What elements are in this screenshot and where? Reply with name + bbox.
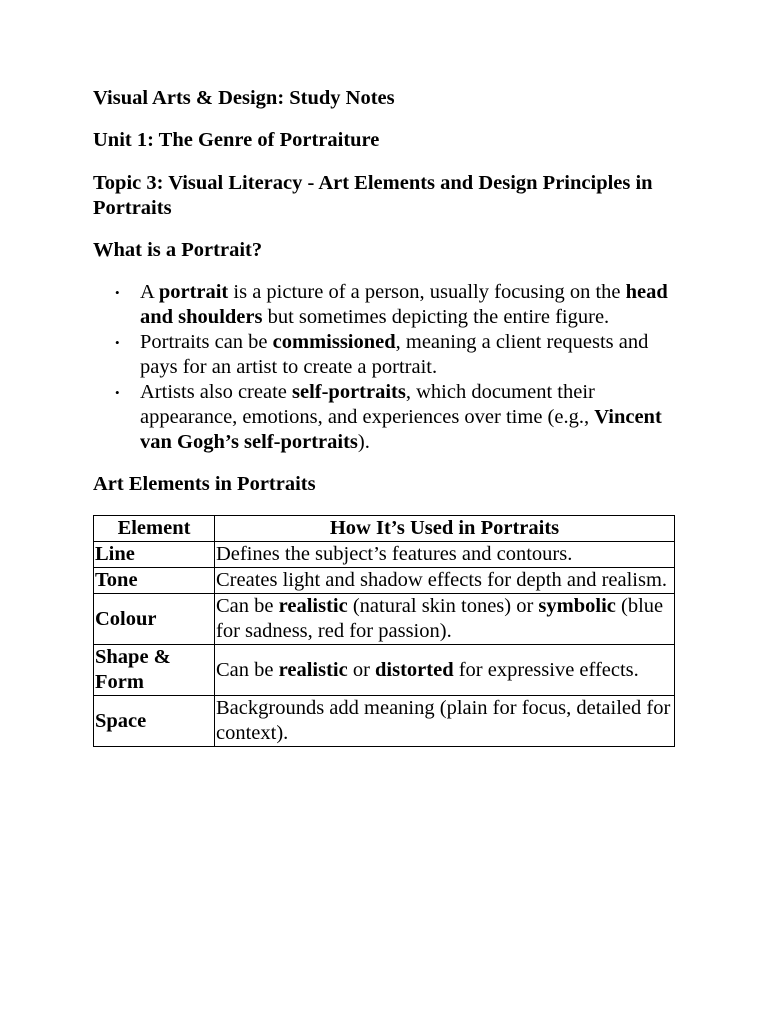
table-cell-element: Tone [94,568,215,594]
table-row [94,542,675,568]
table-cell-usage [215,645,675,696]
table-cell-usage [215,696,675,747]
table-cell-usage [215,542,675,568]
table-row [94,594,675,645]
bullet-icon: • [115,335,120,350]
emphasized-text: self-portraits [292,381,406,403]
text-run: Can be [216,595,279,617]
emphasized-text: realistic [278,595,348,617]
table-row [94,568,675,594]
emphasized-text: distorted [375,658,454,681]
table-header-usage: How It’s Used in Portraits [215,516,675,542]
table-cell-element: Line [94,542,215,568]
emphasized-text: commissioned [272,331,396,353]
section-heading-art-elements: Art Elements in Portraits [93,473,316,495]
list-item [93,280,675,330]
text-run: A [140,281,159,303]
section-heading-what-is-portrait: What is a Portrait? [93,239,263,261]
text-run: Can be [216,658,279,681]
table-header-row [94,516,675,542]
table-row [94,696,675,747]
topic-heading: Topic 3: Visual Literacy - Art Elements and Design Principles in Portraits [93,172,653,219]
list-item [93,380,675,455]
art-elements-table [93,515,675,747]
text-run: , which document their appearance, emotions, and experiences over time (e.g., [140,381,595,428]
text-run: or [347,658,376,681]
text-run: Artists also create [140,381,292,403]
text-run: ). [357,431,370,453]
text-run: , meaning a client requests and pays for an artist to create a portrait. [140,331,649,378]
table-body [94,542,675,747]
text-run: (blue for sadness, red for passion). [216,595,664,642]
bullet-icon: • [115,285,120,300]
table-cell-usage [215,594,675,645]
emphasized-text: Vincent van Gogh’s self-portraits [140,406,662,453]
text-run: Creates light and shadow effects for depth and realism. [216,569,668,591]
text-run: but sometimes depicting the entire figure. [262,306,610,328]
table-cell-element: Shape & Form [94,645,215,696]
text-run: for expressive effects. [453,658,639,681]
document-page [93,86,675,747]
emphasized-text: symbolic [538,595,616,617]
table-row [94,645,675,696]
table-cell-usage [215,568,675,594]
emphasized-text: head and shoulders [140,281,668,328]
list-item [93,330,675,380]
table-header-element: Element [94,516,215,542]
text-run: Portraits can be [140,331,273,353]
table-cell-element: Colour [94,594,215,645]
text-run: is a picture of a person, usually focusing on the [228,281,626,303]
document-title: Visual Arts & Design: Study Notes [93,87,395,109]
text-run: Backgrounds add meaning (plain for focus, detailed for context). [216,697,671,744]
text-run: Defines the subject’s features and contours. [216,543,573,565]
unit-heading: Unit 1: The Genre of Portraiture [93,129,380,151]
emphasized-text: realistic [278,658,348,681]
portrait-bullet-list [93,280,675,455]
bullet-icon: • [115,385,120,400]
text-run: (natural skin tones) or [347,595,539,617]
emphasized-text: portrait [158,281,229,303]
table-cell-element: Space [94,696,215,747]
